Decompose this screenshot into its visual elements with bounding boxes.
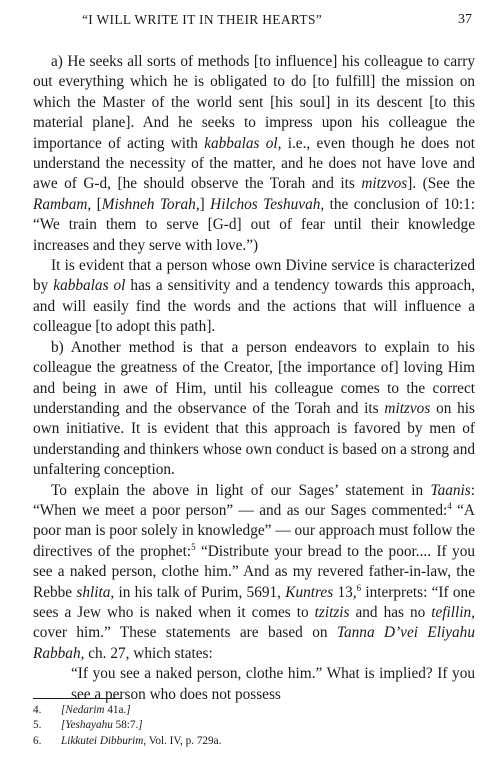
text-run: , Vol. IV, p. 729a. — [143, 734, 222, 747]
footnote-number: 4. — [33, 704, 42, 716]
italic-term: tzitzis — [314, 603, 350, 621]
text-run: “Distribute your bread to the poor.... If you see a naked person, clothe him.” And as my revered father-in-law, the Rebbe — [33, 542, 475, 601]
italic-term: Hilchos Teshuvah, — [210, 195, 325, 213]
text-run: 13, — [333, 583, 357, 601]
footnote-rule — [33, 698, 121, 699]
text-run: in his talk of Purim, 5691, — [114, 583, 286, 601]
paragraph-taanis — [33, 481, 475, 665]
footnote-number: 5. — [33, 719, 42, 732]
text-run: cover him.” These statements are based on — [33, 624, 337, 642]
text-run: 58:7. — [112, 719, 139, 732]
text-run: “A poor man is poor solely in knowledge” — our approach must follow the directives of the prophet: — [33, 501, 475, 560]
running-head — [0, 12, 500, 34]
italic-term: Tanna D’vei Eliyahu Rabbah, — [33, 624, 475, 662]
text-run: It is evident that a person whose own Divine service is characterized by — [33, 257, 475, 295]
text-run: To explain the above in light of our Sages’ statement in — [51, 481, 431, 499]
text-run: i.e., even though he does not understand the necessity of the matter, and he does not have love and awe of G-d, [he should observe the Torah and its — [33, 134, 475, 193]
footnotes — [33, 703, 475, 749]
body-text — [33, 52, 475, 705]
paragraph-method-a — [33, 52, 475, 256]
text-run: the conclusion of 10:1: “We train them to serve [G-d] out of fear until their knowledge increases and they serve with love.”) — [33, 195, 476, 254]
text-run: 41a. — [104, 704, 127, 716]
footnote — [33, 734, 475, 749]
footnote — [33, 703, 475, 718]
footnote-text — [61, 718, 143, 733]
footnote — [33, 718, 475, 733]
paragraph-kabbalas-ol — [33, 256, 475, 338]
italic-term: [Nedarim — [61, 704, 105, 716]
footnote-text — [61, 703, 131, 718]
text-run: [ — [91, 195, 102, 213]
text-run: has a sensitivity and a tendency towards this approach, and will easily find the words and the actions that will influence a colleague [to adopt this path]. — [33, 277, 475, 336]
text-run: a) He seeks all sorts of methods [to influence] his colleague to carry out everything which he is obligated to do [to fulfill] the mission on which the Master of the world sent [his soul] in its descent [to this material plane]. And he seeks to impress upon his colleague the importance of acting with — [33, 53, 475, 152]
block-quote — [71, 664, 475, 705]
footnote-ref: 5 — [191, 541, 196, 552]
italic-term: Likkutei Dibburim — [61, 734, 144, 747]
text-run: on his own initiative. It is evident that this approach is favored by men of understanding and thinkers whose own conduct is based on a strong and unfaltering conception. — [33, 399, 475, 479]
text-run: and has no — [349, 603, 432, 621]
page-number: 37 — [458, 12, 472, 27]
italic-term: ] — [138, 719, 143, 732]
running-title: “I WILL WRITE IT IN THEIR HEARTS” — [82, 12, 323, 27]
footnote-ref: 6 — [356, 582, 362, 593]
paragraph-method-b — [33, 338, 475, 481]
italic-term: Mishneh Torah, — [101, 195, 200, 213]
text-run: “If you see a naked person, clothe him.” What is implied? If you see a person who does not possess — [71, 665, 475, 703]
italic-term: [Yeshayahu — [61, 719, 113, 732]
footnote-ref: 4 — [447, 500, 452, 511]
text-run: b) Another method is that a person endeavors to explain to his colleague the greatness of the Creator, [the importance of] loving Him and being in awe of Him, until his colleague comes to the correct understanding and the observance of the Torah and its — [33, 338, 475, 417]
text-run: : “When we meet a poor person” — and as our Sages commented: — [33, 481, 475, 519]
text-run: ]. (See the — [407, 175, 476, 193]
italic-term: mitzvos — [361, 175, 408, 193]
italic-term: Taanis — [430, 481, 471, 499]
text-run: ] — [199, 195, 211, 213]
text-run: interprets: “If one sees a Jew who is naked when it comes to — [33, 583, 475, 621]
italic-term: Kuntres — [285, 583, 334, 601]
italic-term: tefillin, — [431, 603, 475, 621]
italic-term: Rambam, — [33, 195, 92, 213]
footnote-number: 6. — [33, 734, 42, 747]
italic-term: kabbalas ol, — [204, 134, 282, 152]
footnote-text — [61, 734, 221, 749]
italic-term: ] — [126, 704, 131, 716]
italic-term: shlita, — [76, 583, 115, 601]
italic-term: mitzvos — [384, 399, 431, 417]
italic-term: kabbalas ol — [53, 277, 126, 295]
text-run: ch. 27, which states: — [84, 644, 213, 662]
